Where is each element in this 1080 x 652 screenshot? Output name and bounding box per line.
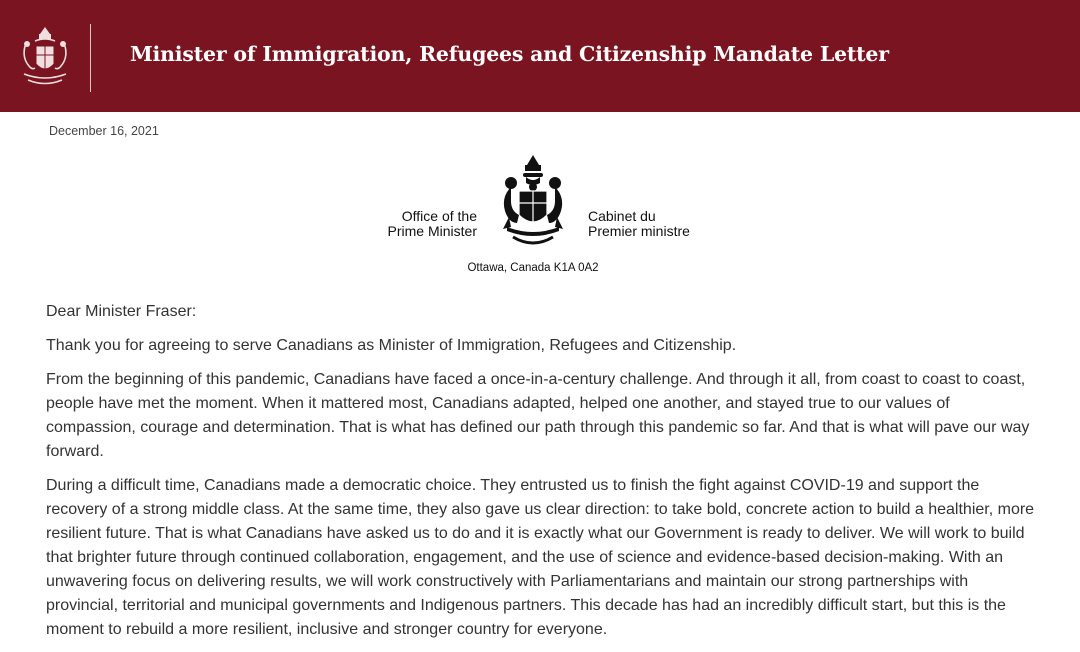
office-label-english xyxy=(388,209,477,239)
paragraph: During a difficult time, Canadians made a democratic choice. They entrusted us to finish the fight against COVID-19 and support the recovery of a strong middle class. At the same time, they also gave us clear direction: to take bold, concrete action to build a healthier, more resilient future. That is what Canadians have asked us to do and it is exactly what our Government is ready to deliver. We will work to build that brighter future through continued collaboration, engagement, and the use of science and evidence-based decision-making. With an unwavering focus on delivering results, we will work constructively with Parliamentarians and maintain our strong partnerships with provincial, territorial and municipal governments and Indigenous partners. This decade has had an incredibly difficult start, but this is the moment to rebuild a more resilient, inclusive and stronger country for everyone. xyxy=(46,477,1035,638)
salutation: Dear Minister Fraser: xyxy=(46,303,197,320)
letterhead xyxy=(0,150,1080,280)
letter-body xyxy=(46,300,1036,652)
header-bar xyxy=(0,0,1080,112)
office-address: Ottawa, Canada K1A 0A2 xyxy=(467,262,599,274)
page-title: Minister of Immigration, Refugees and Citizenship Mandate Letter xyxy=(130,42,889,66)
header-divider xyxy=(90,24,91,92)
coat-of-arms-icon xyxy=(20,24,70,90)
office-label-english-line2: Prime Minister xyxy=(387,223,477,239)
office-label-french xyxy=(588,209,690,239)
paragraph: Thank you for agreeing to serve Canadians as Minister of Immigration, Refugees and Citizenship. xyxy=(46,337,737,354)
letter-date: December 16, 2021 xyxy=(49,124,159,138)
paragraph: From the beginning of this pandemic, Canadians have faced a once-in-a-century challenge. And through it all, from coast to coast to coast, people have met the moment. When it mattered most, Canadians adapted, helped one another, and stayed true to our values of compassion, courage and determination. That is what has defined our path through this pandemic so far. And that is what will pave our way forward. xyxy=(46,371,1030,460)
office-label-french-line1: Cabinet du xyxy=(588,208,656,224)
office-label-french-line2: Premier ministre xyxy=(588,223,690,239)
office-label-english-line1: Office of the xyxy=(401,208,477,224)
coat-of-arms-icon xyxy=(497,153,569,251)
